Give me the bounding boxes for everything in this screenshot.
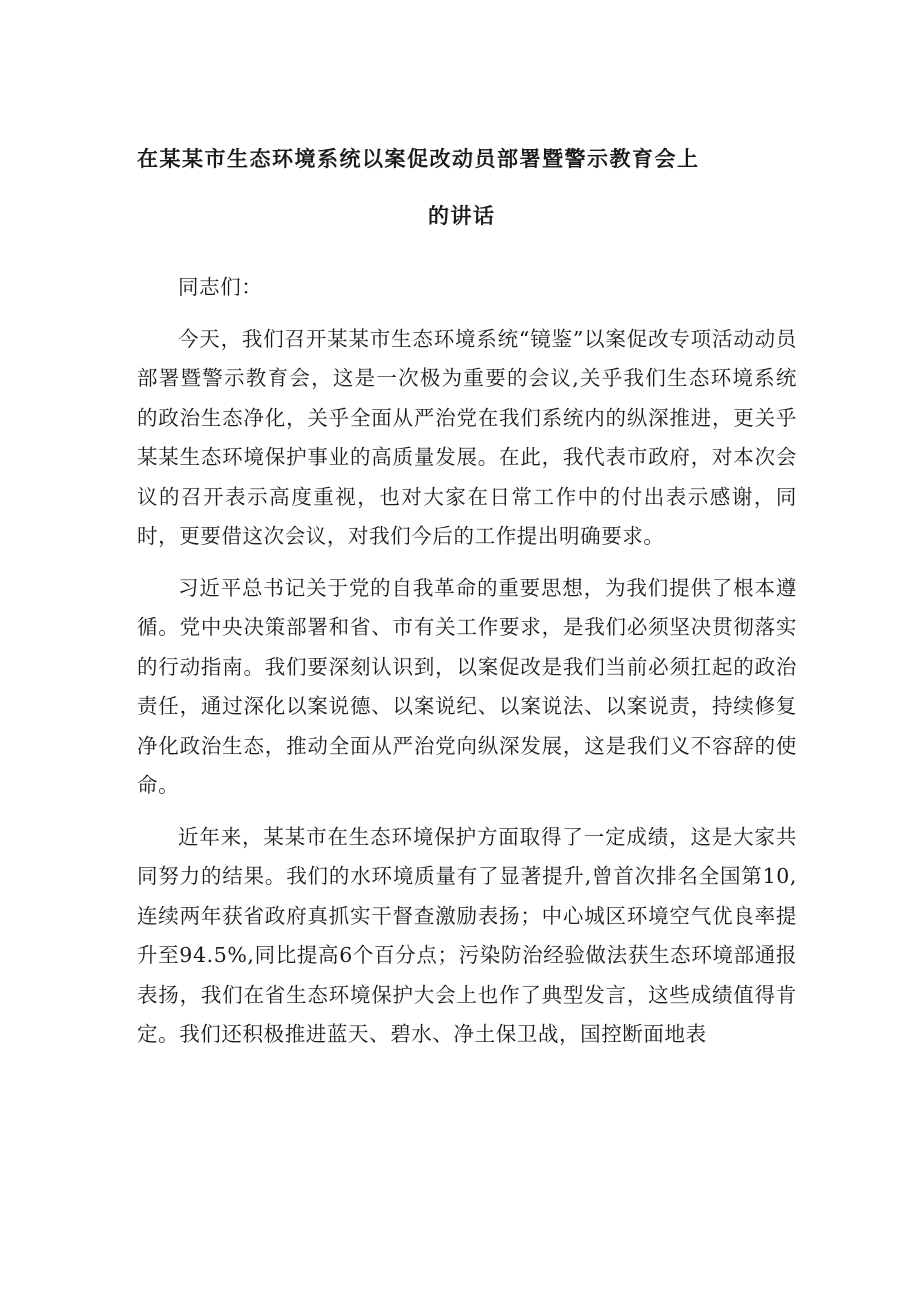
paragraph-3: 近年来，某某市在生态环境保护方面取得了一定成绩，这是大家共同努力的结果。我们的水环境质量有了显著提升,曾首次排名全国第10,连续两年获省政府真抓实干督查激励表扬；中心城区环境空气优良率提升至94.5%,同比提高6个百分点；污染防治经验做法获生态环境部通报表扬，我们在省生态环境保护大会上也作了典型发言，这些成绩值得肯定。我们还积极推进蓝天、碧水、净土保卫战，国控断面地表 [137,824,797,1046]
document-title-line-2: 的讲话 [428,203,496,228]
document-title-line-1: 在某某市生态环境系统以案促改动员部署暨警示教育会上 [137,146,700,171]
salutation: 同志们： [178,275,263,299]
paragraph-2: 习近平总书记关于党的自我革命的重要思想，为我们提供了根本遵循。党中央决策部署和省、市有关工作要求，是我们必须坚决贯彻落实的行动指南。我们要深刻认识到，以案促改是我们当前必须扛起的政治责任，通过深化以案说德、以案说纪、以案说法、以案说责，持续修复净化政治生态，推动全面从严治党向纵深发展，这是我们义不容辞的使命。 [137,575,797,797]
paragraph-1: 今天，我们召开某某市生态环境系统“镜鉴”以案促改专项活动动员部署暨警示教育会，这是一次极为重要的会议,关乎我们生态环境系统的政治生态净化，关乎全面从严治党在我们系统内的纵深推进，更关乎某某生态环境保护事业的高质量发展。在此，我代表市政府，对本次会议的召开表示高度重视，也对大家在日常工作中的付出表示感谢，同时，更要借这次会议，对我们今后的工作提出明确要求。 [137,326,797,548]
document-body [137,268,797,1067]
